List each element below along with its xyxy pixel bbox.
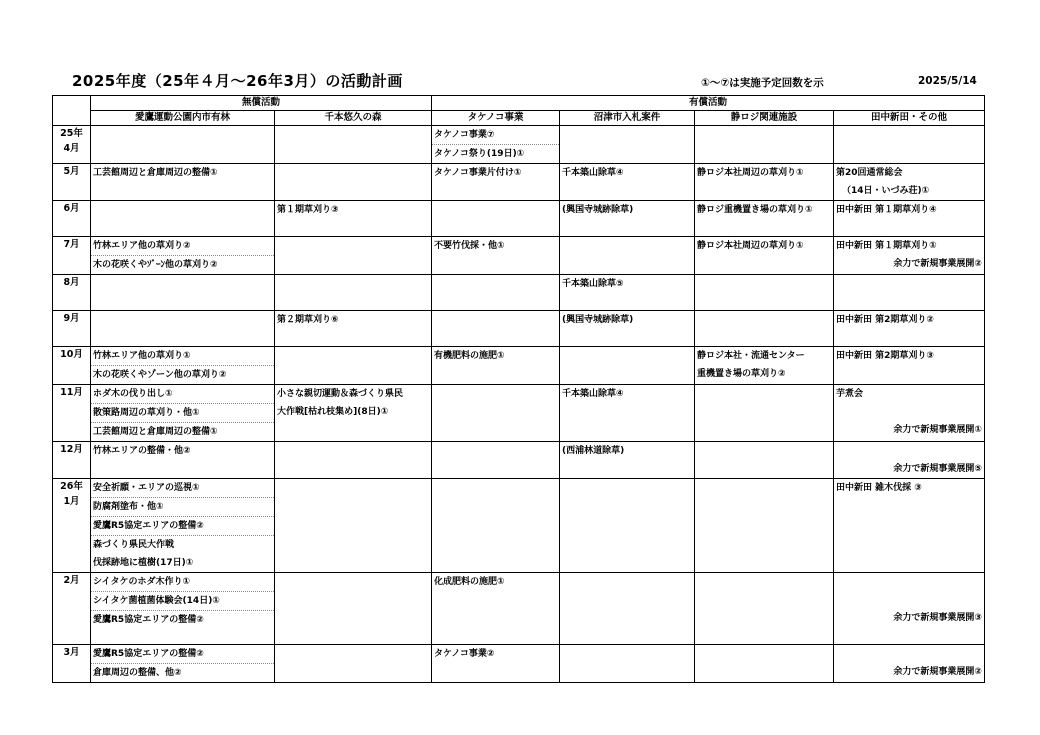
activity-entry: 工芸館周辺と倉庫周辺の整備①: [93, 168, 218, 178]
month-label-line: 25年: [60, 128, 83, 139]
month-row: [53, 442, 985, 479]
plan-cell: [91, 385, 275, 442]
month-label-line: 8月: [63, 277, 80, 288]
activity-entry: 不要竹伐採・他①: [434, 241, 505, 251]
month-row: [53, 275, 985, 311]
plan-cell: [432, 275, 560, 311]
plan-cell: [695, 311, 834, 347]
activity-entry: 伐採跡地に植樹(17日)①: [93, 558, 194, 568]
activity-entry: 竹林エリア他の草刈り②: [91, 237, 274, 256]
plan-cell: [834, 311, 985, 347]
month-label: [53, 201, 91, 237]
activity-entry: 第２期草刈り⑥: [277, 315, 339, 325]
plan-cell: [695, 275, 834, 311]
activity-entry: 竹林エリアの整備・他②: [93, 446, 191, 456]
plan-cell: [834, 645, 985, 683]
activity-entry: 工芸館周辺と倉庫周辺の整備①: [93, 427, 218, 437]
month-label: [53, 645, 91, 683]
plan-cell: [275, 479, 432, 573]
plan-cell: [275, 164, 432, 201]
plan-cell: [834, 347, 985, 385]
corner-cell: [53, 96, 91, 126]
activity-entry: [834, 645, 984, 663]
plan-cell: [432, 645, 560, 683]
plan-cell: [560, 164, 695, 201]
month-label-line: 9月: [63, 313, 80, 324]
plan-cell: [91, 479, 275, 573]
activity-entry: (興国寺城跡除草): [562, 205, 634, 215]
plan-cell: [432, 126, 560, 164]
plan-cell: [560, 442, 695, 479]
activity-entry: 第１期草刈り③: [277, 205, 339, 215]
activity-entry: 余力で新規事業展開③: [893, 613, 983, 623]
plan-cell: [560, 201, 695, 237]
plan-cell: [275, 347, 432, 385]
plan-cell: [834, 201, 985, 237]
activity-entry: 田中新田 第１期草刈り④: [836, 205, 937, 215]
activity-entry: 安全祈願・エリアの巡視①: [91, 479, 274, 498]
activity-entry: 田中新田 第2期草刈り③: [836, 351, 935, 361]
plan-cell: [275, 237, 432, 275]
plan-cell: [432, 164, 560, 201]
plan-cell: [91, 645, 275, 683]
month-label: [53, 385, 91, 442]
activity-entry: 千本築山除草④: [562, 168, 624, 178]
plan-cell: [432, 201, 560, 237]
plan-cell: [560, 126, 695, 164]
month-label-line: 1月: [63, 496, 80, 507]
activity-entry: 竹林エリア他の草刈り①: [91, 347, 274, 366]
month-row: [53, 126, 985, 164]
activity-entry: 千本築山除草④: [562, 389, 624, 399]
month-label: [53, 164, 91, 201]
month-label: [53, 442, 91, 479]
month-row: [53, 201, 985, 237]
activity-entry: 余力で新規事業展開⑤: [893, 464, 983, 474]
plan-cell: [91, 237, 275, 275]
plan-cell: [695, 645, 834, 683]
month-label: [53, 311, 91, 347]
plan-cell: [560, 479, 695, 573]
plan-cell: [91, 126, 275, 164]
activity-entry: 化成肥料の施肥①: [434, 577, 505, 587]
activity-entry: 余力で新規事業展開②: [893, 259, 983, 269]
plan-cell: [695, 442, 834, 479]
activity-plan-table: [52, 95, 985, 683]
month-label: [53, 347, 91, 385]
plan-cell: [560, 385, 695, 442]
activity-entry: ホダ木の伐り出し①: [91, 385, 274, 404]
plan-cell: [91, 311, 275, 347]
activity-entry: 散策路周辺の草刈り・他①: [91, 404, 274, 423]
plan-cell: [834, 442, 985, 479]
column-header: 千本悠久の森: [275, 111, 432, 126]
activity-entry: （14日・いづみ荘)①: [842, 186, 930, 196]
activity-entry: 重機置き場の草刈り②: [697, 369, 786, 379]
activity-entry: シイタケ菌植菌体験会(14日)①: [91, 592, 274, 611]
plan-cell: [695, 573, 834, 645]
activity-entry: 倉庫周辺の整備、他②: [93, 668, 182, 678]
document-date: 2025/5/14: [918, 75, 977, 87]
plan-cell: [695, 237, 834, 275]
plan-cell: [91, 164, 275, 201]
plan-cell: [91, 573, 275, 645]
activity-entry: 愛鷹R5協定エリアの整備②: [93, 615, 204, 625]
plan-cell: [91, 347, 275, 385]
month-label-line: 6月: [63, 203, 80, 214]
plan-cell: [834, 237, 985, 275]
activity-entry: 愛鷹R5協定エリアの整備②: [91, 517, 274, 536]
month-label-line: 7月: [63, 239, 80, 250]
plan-body: [53, 126, 985, 683]
activity-entry: 千本築山除草⑤: [562, 279, 624, 289]
plan-cell: [695, 164, 834, 201]
plan-cell: [91, 201, 275, 237]
plan-cell: [695, 201, 834, 237]
activity-entry: 田中新田 第１期草刈り①: [836, 241, 937, 251]
plan-cell: [834, 479, 985, 573]
page-title: 2025年度（25年４月～26年3月）の活動計画: [72, 72, 403, 90]
plan-cell: [275, 311, 432, 347]
group-paid-activities: 有償活動: [432, 96, 985, 111]
activity-entry: タケノコ事業片付け①: [434, 168, 522, 178]
month-label-line: 4月: [63, 143, 80, 154]
month-label: [53, 479, 91, 573]
activity-entry: 第20回通常総会: [836, 168, 903, 178]
plan-cell: [275, 275, 432, 311]
plan-cell: [275, 201, 432, 237]
activity-entry: (西浦林道除草): [562, 446, 625, 456]
plan-cell: [560, 275, 695, 311]
activity-entry: (興国寺城跡除草): [562, 315, 634, 325]
activity-entry: 静ロジ本社周辺の草刈り①: [697, 168, 804, 178]
activity-entry: シイタケのホダ木作り①: [91, 573, 274, 592]
plan-cell: [275, 385, 432, 442]
month-row: [53, 237, 985, 275]
activity-entry: 愛鷹R5協定エリアの整備②: [91, 645, 274, 664]
plan-cell: [432, 385, 560, 442]
activity-entry: [834, 591, 984, 609]
activity-entry: 余力で新規事業展開①: [893, 425, 983, 435]
activity-entry: 静ロジ本社・流通センター: [697, 351, 805, 361]
month-row: [53, 347, 985, 385]
plan-cell: [275, 645, 432, 683]
plan-cell: [834, 126, 985, 164]
month-label-line: 12月: [60, 444, 83, 455]
activity-entry: 田中新田 第2期草刈り②: [836, 315, 935, 325]
month-label-line: 3月: [63, 647, 80, 658]
activity-entry: 静ロジ本社周辺の草刈り①: [697, 241, 804, 251]
activity-entry: 木の花咲くやゾーン他の草刈り②: [93, 370, 227, 380]
plan-cell: [432, 479, 560, 573]
column-header-row: [53, 111, 985, 126]
column-header: タケノコ事業: [432, 111, 560, 126]
activity-entry: [834, 573, 984, 591]
month-row: [53, 164, 985, 201]
column-header: 沼津市入札案件: [560, 111, 695, 126]
group-header-row: [53, 96, 985, 111]
plan-cell: [560, 645, 695, 683]
activity-entry: タケノコ事業⑦: [432, 126, 559, 145]
activity-entry: [834, 442, 984, 460]
plan-cell: [432, 347, 560, 385]
month-label-line: 11月: [60, 387, 83, 398]
month-row: [53, 385, 985, 442]
month-row: [53, 573, 985, 645]
month-label: [53, 573, 91, 645]
column-header: 愛鷹運動公園内市有林: [91, 111, 275, 126]
activity-entry: 防腐剤塗布・他①: [91, 498, 274, 517]
month-label-line: 5月: [63, 166, 80, 177]
plan-cell: [834, 385, 985, 442]
activity-entry: 小さな親切運動＆森づくり県民: [277, 389, 404, 399]
plan-cell: [432, 573, 560, 645]
activity-entry: [834, 403, 984, 421]
month-row: [53, 311, 985, 347]
plan-cell: [560, 347, 695, 385]
month-label: [53, 126, 91, 164]
column-header: 田中新田・その他: [834, 111, 985, 126]
plan-cell: [275, 442, 432, 479]
plan-cell: [91, 275, 275, 311]
legend-note: ①～⑦は実施予定回数を示: [701, 77, 824, 89]
plan-cell: [695, 479, 834, 573]
plan-cell: [432, 237, 560, 275]
activity-entry: タケノコ事業②: [434, 649, 495, 659]
plan-cell: [432, 442, 560, 479]
month-label: [53, 237, 91, 275]
activity-entry: タケノコ祭り(19日)①: [434, 149, 525, 159]
plan-cell: [834, 164, 985, 201]
plan-cell: [695, 126, 834, 164]
month-row: [53, 645, 985, 683]
plan-cell: [695, 385, 834, 442]
month-label-line: 26年: [60, 481, 83, 492]
month-label-line: 2月: [63, 575, 80, 586]
plan-cell: [91, 442, 275, 479]
month-label-line: 10月: [60, 349, 83, 360]
plan-cell: [834, 275, 985, 311]
activity-entry: 木の花咲くやｿﾞｰﾝ他の草刈り②: [93, 260, 218, 270]
activity-entry: 田中新田 雑木伐採 ③: [836, 483, 922, 493]
activity-entry: 芋煮会: [836, 389, 864, 399]
plan-cell: [834, 573, 985, 645]
activity-entry: 有機肥料の施肥①: [434, 351, 505, 361]
plan-cell: [695, 347, 834, 385]
activity-entry: 余力で新規事業展開②: [893, 667, 983, 677]
activity-entry: 大作戦[枯れ枝集め](8日)①: [277, 407, 389, 417]
group-free-activities: 無償活動: [91, 96, 432, 111]
plan-cell: [275, 573, 432, 645]
column-header: 静ロジ関連施設: [695, 111, 834, 126]
activity-entry: 森づくり県民大作戦: [93, 540, 175, 550]
plan-cell: [560, 237, 695, 275]
month-row: [53, 479, 985, 573]
plan-cell: [275, 126, 432, 164]
plan-cell: [560, 573, 695, 645]
plan-cell: [432, 311, 560, 347]
month-label: [53, 275, 91, 311]
activity-entry: 静ロジ重機置き場の草刈り①: [697, 205, 813, 215]
plan-cell: [560, 311, 695, 347]
